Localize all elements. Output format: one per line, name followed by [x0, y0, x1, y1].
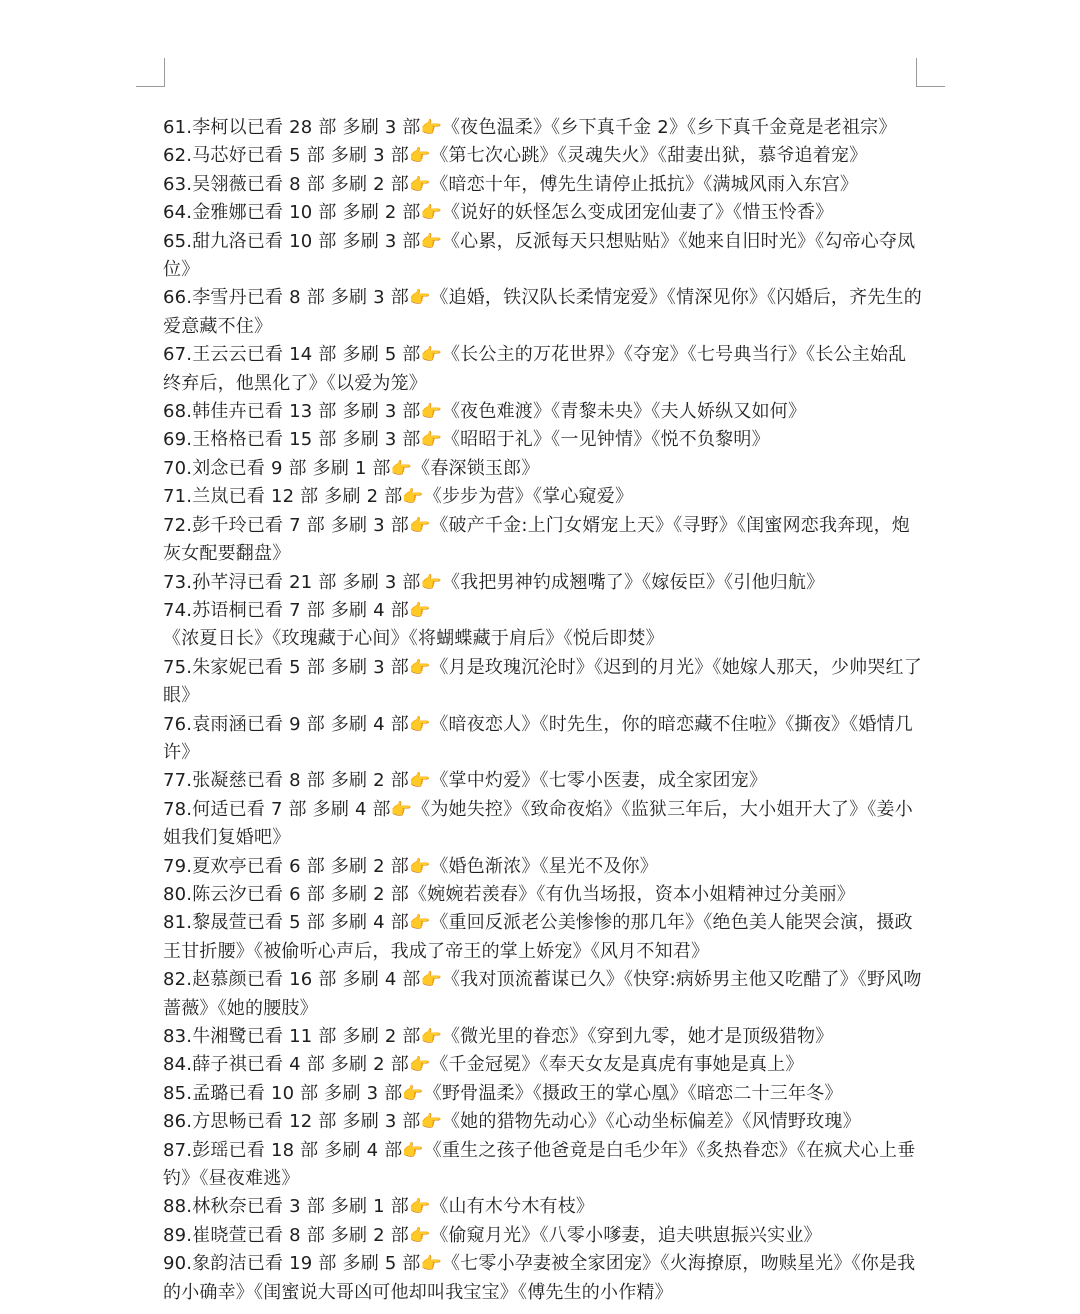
- entry-head: 68.韩佳卉已看 13 部 多刷 3 部: [163, 401, 421, 423]
- list-item: [163, 1137, 923, 1194]
- pointing-hand-icon: 👉: [420, 430, 442, 451]
- pointing-hand-icon: 👉: [420, 1112, 442, 1133]
- list-item: [163, 654, 923, 711]
- entry-titles: 《婚色渐浓》《星光不及你》: [430, 855, 658, 877]
- entry-titles: 《山有木兮木有枝》: [430, 1196, 595, 1218]
- entry-list: [163, 114, 923, 1307]
- entry-head: 73.孙芊浔已看 21 部 多刷 3 部: [163, 571, 421, 593]
- entry-titles: 《微光里的眷恋》《穿到九零，她才是顶级猎物》: [441, 1026, 834, 1047]
- entry-titles: 《春深锁玉郎》: [412, 457, 540, 479]
- list-item: [163, 142, 923, 170]
- entry-titles: 《夜色难渡》《青黎未央》《夫人娇纵又如何》: [441, 401, 807, 423]
- pointing-hand-icon: 👉: [420, 1254, 442, 1275]
- entry-titles: 《步步为营》《掌心窥爱》: [423, 486, 634, 508]
- entry-titles: 《千金冠冕》《奉天女友是真虎有事她是真上》: [430, 1054, 804, 1076]
- pointing-hand-icon: 👉: [408, 1197, 431, 1218]
- pointing-hand-icon: 👉: [408, 146, 431, 167]
- list-item: [163, 881, 923, 909]
- entry-head: 61.李柯以已看 28 部 多刷 3 部: [163, 117, 421, 138]
- list-item: [163, 199, 923, 227]
- entry-titles: 《月是玫瑰沉沦时》《迟到的月光》《她嫁人那天，少帅哭红了眼》: [163, 656, 922, 707]
- list-item: [163, 1108, 923, 1136]
- pointing-hand-icon: 👉: [402, 1140, 424, 1161]
- list-item: [163, 1051, 923, 1079]
- pointing-hand-icon: 👉: [420, 1027, 442, 1047]
- list-item: [163, 1023, 923, 1051]
- list-item: [163, 228, 923, 285]
- pointing-hand-icon: 👉: [408, 856, 431, 877]
- pointing-hand-icon: 👉: [402, 1083, 424, 1104]
- list-item: [163, 455, 923, 483]
- entry-head: 83.牛湘鹭已看 11 部 多刷 2 部: [163, 1026, 421, 1047]
- list-item: [163, 114, 923, 142]
- list-item: [163, 483, 923, 511]
- pointing-hand-icon: 👉: [408, 1225, 431, 1246]
- entry-head: 75.朱家妮已看 5 部 多刷 3 部: [163, 656, 409, 678]
- pointing-hand-icon: 👉: [408, 771, 431, 792]
- entry-head: 64.金雅娜已看 10 部 多刷 2 部: [163, 202, 421, 224]
- list-item: [163, 284, 923, 341]
- pointing-hand-icon: 👉: [420, 572, 442, 593]
- list-item: [163, 767, 923, 795]
- pointing-hand-icon: 👉: [408, 913, 431, 934]
- entry-head: 72.彭千玲已看 7 部 多刷 3 部: [163, 514, 409, 536]
- entry-head: 74.苏语桐已看 7 部 多刷 4 部: [163, 599, 409, 621]
- entry-titles: 《掌中灼爱》《七零小医妻，成全家团宠》: [430, 770, 768, 792]
- pointing-hand-icon: 👉: [408, 515, 431, 536]
- list-item: [163, 1193, 923, 1221]
- entry-head: 63.吴翎薇已看 8 部 多刷 2 部: [163, 173, 409, 195]
- entry-titles: 《夜色温柔》《乡下真千金 2》《乡下真千金竟是老祖宗》: [441, 117, 897, 138]
- entry-head: 70.刘念已看 9 部 多刷 1 部: [163, 457, 391, 479]
- entry-head: 89.崔晓萱已看 8 部 多刷 2 部: [163, 1224, 409, 1246]
- crop-mark-top-right: [916, 58, 945, 87]
- entry-head: 84.薛子祺已看 4 部 多刷 2 部: [163, 1054, 409, 1076]
- crop-mark-top-left: [136, 58, 165, 87]
- list-item: [163, 1080, 923, 1108]
- pointing-hand-icon: 👉: [408, 174, 431, 195]
- entry-head: 87.彭瑶已看 18 部 多刷 4 部: [163, 1139, 403, 1161]
- pointing-hand-icon: 👉: [402, 487, 424, 508]
- pointing-hand-icon: 👉: [408, 288, 431, 309]
- list-item: [163, 569, 923, 597]
- entry-titles: 《追婚，铁汉队长柔情宠爱》《情深见你》《闪婚后，齐先生的爱意藏不住》: [163, 287, 922, 337]
- entry-titles: 《破产千金:上门女婿宠上天》《寻野》《闺蜜网恋我奔现，炮灰女配要翻盘》: [163, 514, 910, 565]
- entry-head: 78.何适已看 7 部 多刷 4 部: [163, 798, 391, 820]
- list-item: [163, 398, 923, 426]
- pointing-hand-icon: 👉: [408, 714, 431, 735]
- entry-titles: 《重生之孩子他爸竟是白毛少年》《炙热眷恋》《在疯犬心上垂钓》《昼夜难逃》: [163, 1139, 916, 1190]
- list-item: [163, 171, 923, 199]
- entry-head: 77.张凝慈已看 8 部 多刷 2 部: [163, 770, 409, 792]
- entry-titles: 《第七次心跳》《灵魂失火》《甜妻出狱，慕爷追着宠》: [430, 145, 868, 167]
- entry-titles: 《偷窥月光》《八零小嗲妻，追夫哄崽振兴实业》: [430, 1224, 822, 1246]
- entry-titles: 《为她失控》《致命夜焰》《监狱三年后，大小姐开大了》《姜小姐我们复婚吧》: [163, 798, 913, 849]
- list-item: [163, 711, 923, 768]
- entry-titles: 《七零小孕妻被全家团宠》《火海撩原，吻赎星光》《你是我的小确幸》《闺蜜说大哥凶可他却叫我宝宝》《傅先生的小作精》: [163, 1253, 916, 1303]
- entry-head: 82.赵慕颜已看 16 部 多刷 4 部: [163, 969, 421, 991]
- pointing-hand-icon: 👉: [408, 657, 431, 678]
- pointing-hand-icon: 👉: [420, 231, 442, 252]
- entry-titles: 《重回反派老公美惨惨的那几年》《绝色美人能哭会演，摄政王甘折腰》《被偷听心声后，我成了帝王的掌上娇宠》《风月不知君》: [163, 912, 913, 962]
- list-item: [163, 597, 923, 654]
- list-item: [163, 909, 923, 966]
- pointing-hand-icon: 👉: [420, 345, 442, 366]
- entry-titles: 《暗恋十年，傅先生请停止抵抗》《满城风雨入东宫》: [430, 173, 859, 195]
- entry-head: 71.兰岚已看 12 部 多刷 2 部: [163, 486, 403, 508]
- entry-titles: 《我把男神钓成翘嘴了》《嫁佞臣》《引他归航》: [441, 571, 825, 593]
- entry-titles: 《婉婉若羡春》《有仇当场报，资本小姐精神过分美丽》: [408, 883, 855, 905]
- pointing-hand-icon: 👉: [420, 203, 442, 224]
- list-item: [163, 1222, 923, 1250]
- list-item: [163, 966, 923, 1023]
- pointing-hand-icon: 👉: [390, 799, 413, 820]
- entry-head: 76.袁雨涵已看 9 部 多刷 4 部: [163, 713, 409, 735]
- entry-titles: 《浓夏日长》《玫瑰藏于心间》《将蝴蝶藏于肩后》《悦后即焚》: [163, 628, 664, 650]
- list-item: [163, 512, 923, 569]
- entry-head: 88.林秋奈已看 3 部 多刷 1 部: [163, 1196, 409, 1218]
- entry-head: 67.王云云已看 14 部 多刷 5 部: [163, 344, 421, 366]
- pointing-hand-icon: 👉: [420, 402, 442, 423]
- pointing-hand-icon: 👉: [408, 1055, 431, 1076]
- entry-titles: 《长公主的万花世界》《夺宠》《七号典当行》《长公主始乱终弃后，他黑化了》《以爱为笼》: [163, 344, 907, 394]
- pointing-hand-icon: 👉: [420, 970, 442, 991]
- list-item: [163, 853, 923, 881]
- list-item: [163, 341, 923, 398]
- entry-head: 81.黎晟萱已看 5 部 多刷 4 部: [163, 912, 409, 934]
- entry-titles: 《我对顶流蓄谋已久》《快穿:病娇男主他又吃醋了》《野风吻蔷薇》《她的腰肢》: [163, 969, 922, 1019]
- list-item: [163, 796, 923, 853]
- entry-titles: 《心累，反派每天只想贴贴》《她来自旧时光》《勾帝心夺凤位》: [163, 230, 916, 281]
- entry-head: 86.方思畅已看 12 部 多刷 3 部: [163, 1111, 421, 1133]
- entry-head: 65.甜九洛已看 10 部 多刷 3 部: [163, 230, 421, 252]
- list-item: [163, 426, 923, 454]
- entry-head: 90.象韵洁已看 19 部 多刷 5 部: [163, 1253, 421, 1275]
- entry-head: 66.李雪丹已看 8 部 多刷 3 部: [163, 287, 409, 309]
- entry-titles: 《说好的妖怪怎么变成团宠仙妻了》《惜玉怜香》: [441, 202, 834, 224]
- entry-titles: 《她的猎物先动心》《心动坐标偏差》《风情野玫瑰》: [441, 1111, 861, 1133]
- entry-head: 85.孟璐已看 10 部 多刷 3 部: [163, 1082, 403, 1104]
- pointing-hand-icon: 👉: [408, 600, 431, 621]
- entry-head: 69.王格格已看 15 部 多刷 3 部: [163, 429, 421, 451]
- pointing-hand-icon: 👉: [420, 118, 442, 138]
- entry-titles: 《暗夜恋人》《时先生，你的暗恋藏不住啦》《撕夜》《婚情几许》: [163, 713, 913, 763]
- entry-head: 79.夏欢亭已看 6 部 多刷 2 部: [163, 855, 409, 877]
- entry-head: 62.马芯妤已看 5 部 多刷 3 部: [163, 145, 409, 167]
- entry-titles: 《昭昭于礼》《一见钟情》《悦不负黎明》: [441, 429, 770, 451]
- pointing-hand-icon: 👉: [390, 458, 413, 479]
- list-item: [163, 1250, 923, 1307]
- entry-titles: 《野骨温柔》《摄政王的掌心凰》《暗恋二十三年冬》: [423, 1082, 843, 1104]
- entry-head: 80.陈云汐已看 6 部 多刷 2 部: [163, 883, 409, 905]
